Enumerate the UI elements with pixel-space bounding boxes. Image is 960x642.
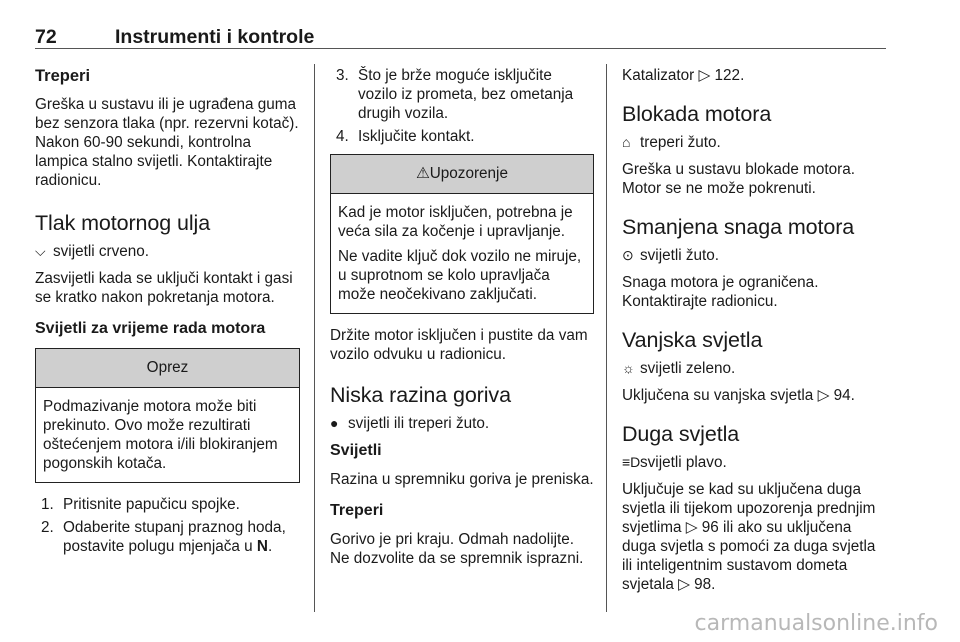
column-divider-1 <box>314 64 315 612</box>
flash-text-2: Gorivo je pri kraju. Odmah nadolijte. Ne dozvolite da se spremnik isprazni. <box>330 531 584 567</box>
reduced-power-text: Snaga motora je ograničena. Kontaktirajte radionicu. <box>622 274 819 310</box>
high-beam-text: Uključuje se kad su uključena duga svjetla ili tijekom upozorenja prednjim svjetlima ▷ 96 ili ako su uključena duga svjetla s pomoći za duga svjetla ili inteligentnim sustavom dometa svjetala ▷ 98. <box>622 481 876 593</box>
catalyst-ref: ▷ 122. <box>698 67 745 84</box>
after-warning-text: Držite motor isključen i pustite da vam vozilo odvuku u radionicu. <box>330 327 588 363</box>
header-divider <box>35 48 886 49</box>
high-beam-icon: ≡D <box>622 454 641 470</box>
high-beam-status: ≡Dsvijetli plavo. <box>622 454 727 471</box>
column-3 <box>622 66 887 602</box>
immobiliser-status: ⌂ treperi žuto. <box>622 134 721 151</box>
warning-text-2: Ne vadite ključ dok vozilo ne miruje, u suprotnom se kolo upravljača može neočekivano zaključati. <box>338 248 582 303</box>
oil-text: Zasvijetli kada se uključi kontakt i gasi se kratko nakon pokretanja motora. <box>35 270 293 306</box>
running-heading: Svijetli za vrijeme rada motora <box>35 320 266 337</box>
warning-icon: ⚠ <box>416 165 430 182</box>
watermark: carmanualsonline.info <box>694 611 938 636</box>
page-number: 72 <box>35 26 57 48</box>
reduced-power-heading: Smanjena snaga motora <box>622 215 855 239</box>
catalyst-text: Katalizator ▷ 122. <box>622 67 745 84</box>
oil-status: ⌵ svijetli crveno. <box>35 243 150 260</box>
list-item: 4. Isključite kontakt. <box>336 128 475 145</box>
list-item: 3. Što je brže moguće isključite vozilo iz prometa, bez ometanja drugih vozila. <box>336 67 574 122</box>
flash-heading: Treperi <box>35 67 91 85</box>
flash-heading-2: Treperi <box>330 502 384 519</box>
high-beam-heading: Duga svjetla <box>622 422 740 446</box>
column-2 <box>330 66 594 576</box>
warning-text-1: Kad je motor isključen, potrebna je veća sila za kočenje i upravljanje. <box>338 204 573 240</box>
exterior-lights-status: ☼ svijetli zeleno. <box>622 360 736 377</box>
fuel-heading: Niska razina goriva <box>330 383 511 407</box>
caution-text: Podmazivanje motora može biti prekinuto. Ovo može rezultirati oštećenjem motora i/ili blokiranjem pogonskih kotača. <box>43 398 278 472</box>
flash-text: Greška u sustavu ili je ugrađena guma bez senzora tlaka (npr. rezervni kotač). Nakon 60-90 sekundi, kontrolna lampica stalno svijetli. Kontaktirajte radionicu. <box>35 96 299 189</box>
warning-title: Upozorenje <box>429 165 508 182</box>
car-key-icon: ⌂ <box>622 134 631 150</box>
immobiliser-text: Greška u sustavu blokade motora. Motor se ne može pokrenuti. <box>622 161 855 197</box>
caution-box <box>35 348 300 483</box>
chapter-title: Instrumenti i kontrole <box>115 26 315 48</box>
caution-title: Oprez <box>36 349 299 388</box>
list-item: 2. Odaberite stupanj praznog hoda, postavite polugu mjenjača u N. <box>41 519 286 555</box>
list-item: 1. Pritisnite papučicu spojke. <box>41 496 240 513</box>
exterior-lights-text: Uključena su vanjska svjetla ▷ 94. <box>622 387 855 404</box>
oil-can-icon: ⌵ <box>35 243 46 259</box>
steps-list-2 <box>330 66 594 146</box>
exterior-lights-heading: Vanjska svjetla <box>622 328 763 352</box>
fuel-drop-icon: ● <box>330 415 339 431</box>
column-divider-2 <box>606 64 607 612</box>
reduced-power-status: ⊙ svijetli žuto. <box>622 247 720 264</box>
column-1 <box>35 66 300 564</box>
warning-box <box>330 154 594 314</box>
page-header <box>35 26 315 49</box>
exterior-light-icon: ☼ <box>622 360 635 376</box>
fuel-status: ● svijetli ili treperi žuto. <box>330 415 490 432</box>
engine-power-icon: ⊙ <box>622 247 634 263</box>
lit-text: Razina u spremniku goriva je preniska. <box>330 471 594 488</box>
oil-pressure-heading: Tlak motornog ulja <box>35 211 211 235</box>
immobiliser-heading: Blokada motora <box>622 102 772 126</box>
exterior-lights-ref: ▷ 94. <box>817 387 855 404</box>
warning-header <box>331 155 593 194</box>
lit-heading: Svijetli <box>330 442 382 459</box>
steps-list-1 <box>35 495 300 556</box>
